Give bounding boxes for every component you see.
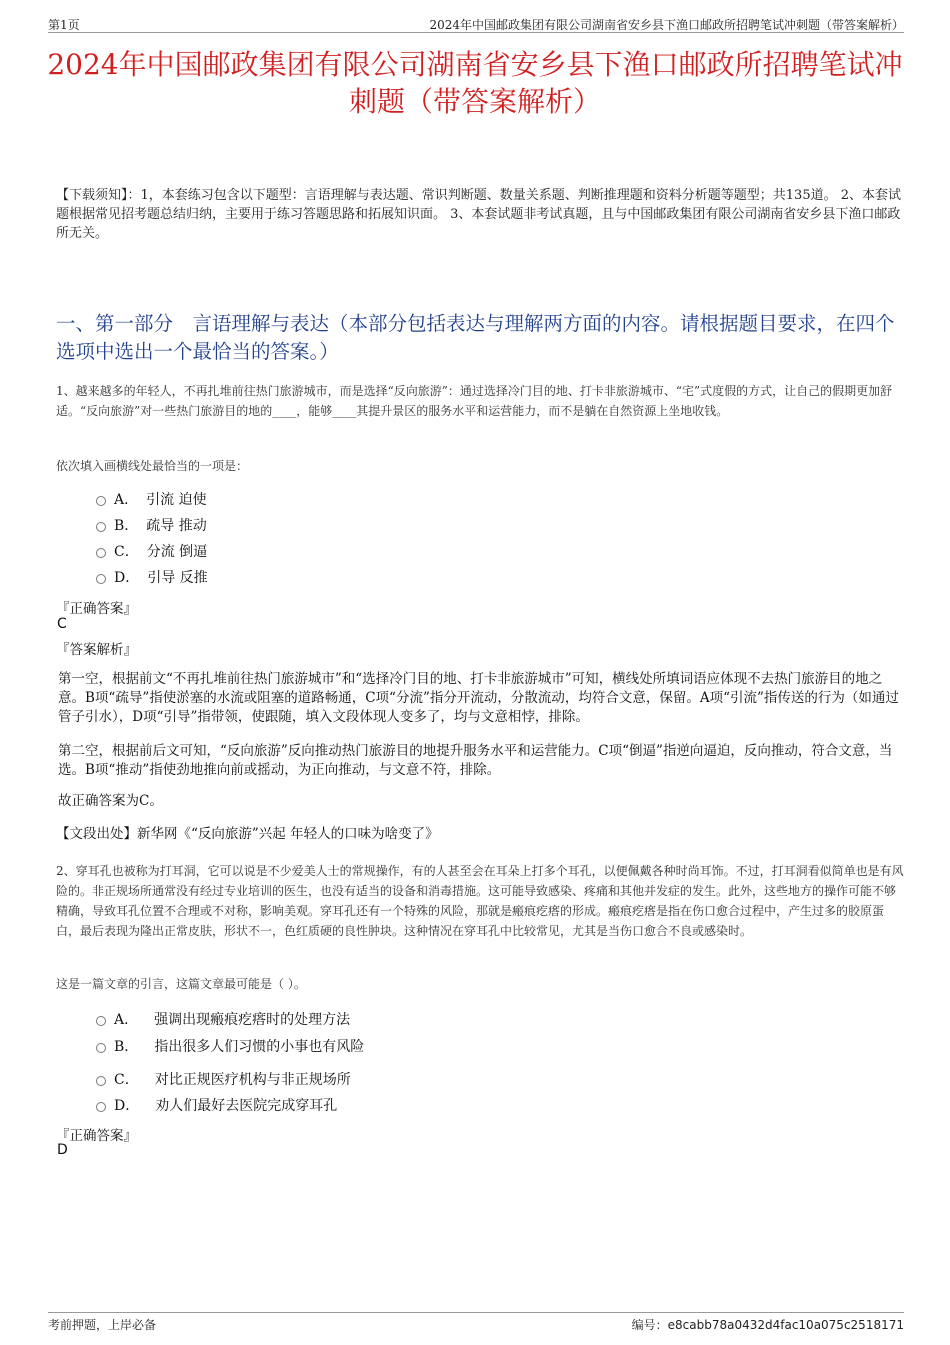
answer-value: D xyxy=(57,1142,68,1158)
question-1-prompt: 依次填入画横线处最恰当的一项是： xyxy=(56,459,249,473)
option-text: 疏导 推动 xyxy=(146,518,207,534)
radio-icon[interactable] xyxy=(96,548,106,558)
option-a[interactable]: A． 引流 迫使 xyxy=(96,490,207,510)
question-1-stem: 1、越来越多的年轻人，不再扎堆前往热门旅游城市，而是选择“反向旅游”：通过选择冷门目的地、打卡非旅游城市、“宅”式度假的方式，让自己的假期更加舒适。“反向旅游”对一些热门旅游目的地的____，能够____其提升景区的服务水平和运营能力，而不是躺在自然资源上坐地收钱。 xyxy=(56,384,893,418)
option-text: 分流 倒逼 xyxy=(146,544,208,560)
footer-slogan: 考前押题，上岸必备 xyxy=(48,1318,157,1332)
option-a[interactable]: A． 强调出现瘢痕疙瘩时的处理方法 xyxy=(96,1010,350,1030)
option-text: 劝人们最好去医院完成穿耳孔 xyxy=(155,1098,338,1114)
radio-icon[interactable] xyxy=(96,1016,106,1026)
page-header xyxy=(48,12,904,33)
answer-label: 『正确答案』 xyxy=(56,1128,137,1144)
source-citation: 【文段出处】新华网《“反向旅游”兴起 年轻人的口味为啥变了》 xyxy=(56,826,439,842)
option-d[interactable]: D． 劝人们最好去医院完成穿耳孔 xyxy=(96,1096,337,1116)
analysis-paragraph-1: 第一空，根据前文“不再扎堆前往热门旅游城市”和“选择冷门目的地、打卡非旅游城市”可知，横线处所填词语应体现不去热门旅游目的地之意。B项“疏导”指使淤塞的水流或阻塞的道路畅通，C项“分流”指分开流动，分散流动，均符合文意，保留。A项“引流”指传送的行为（如通过管子引水），D项“引导”指带领，使跟随，填入文段体现人变多了，均与文意相悖，排除。 xyxy=(58,671,899,725)
option-text: 引导 反推 xyxy=(147,570,208,586)
radio-icon[interactable] xyxy=(96,1076,106,1086)
analysis-label: 『答案解析』 xyxy=(56,642,137,658)
document-title: 2024年中国邮政集团有限公司湖南省安乡县下渔口邮政所招聘笔试冲刺题（带答案解析） xyxy=(47,48,903,118)
option-d[interactable]: D． 引导 反推 xyxy=(96,568,208,588)
option-text: 引流 迫使 xyxy=(146,492,207,508)
footer-code: 编号：e8cabb78a0432d4fac10a075c2518171 xyxy=(631,1318,904,1332)
option-text: 指出很多人们习惯的小事也有风险 xyxy=(154,1039,365,1055)
option-c[interactable]: C． 对比正规医疗机构与非正规场所 xyxy=(96,1070,351,1090)
option-c[interactable]: C． 分流 倒逼 xyxy=(96,542,207,562)
download-notice: 【下载须知】：1，本套练习包含以下题型：言语理解与表达题、常识判断题、数量关系题、判断推理题和资料分析题等题型；共135道。 2、本套试题根据常见招考题总结归纳，主要用于练习答题思路和拓展知识面。 3、本套试题非考试真题，且与中国邮政集团有限公司湖南省安乡县下渔口邮政所无关。 xyxy=(56,188,901,241)
analysis-paragraph-2: 第二空，根据前后文可知，“反向旅游”反向推动热门旅游目的地提升服务水平和运营能力。C项“倒逼”指逆向逼迫，反向推动，符合文意，当选。B项“推动”指使劲地推向前或摇动，为正向推动，与文意不符，排除。 xyxy=(58,743,893,778)
answer-value: C xyxy=(57,616,67,632)
page-footer xyxy=(48,1312,904,1333)
radio-icon[interactable] xyxy=(96,1102,106,1112)
option-b[interactable]: B． 疏导 推动 xyxy=(96,516,207,536)
radio-icon[interactable] xyxy=(96,1043,106,1053)
header-title: 2024年中国邮政集团有限公司湖南省安乡县下渔口邮政所招聘笔试冲刺题（带答案解析） xyxy=(429,18,904,32)
answer-label: 『正确答案』 xyxy=(56,601,137,617)
question-2-stem: 2、穿耳孔也被称为打耳洞，它可以说是不少爱美人士的常规操作，有的人甚至会在耳朵上打多个耳孔，以便佩戴各种时尚耳饰。不过，打耳洞看似简单也是有风险的。非正规场所通常没有经过专业培训的医生，也没有适当的设备和消毒措施。这可能导致感染、疼痛和其他并发症的发生。此外，这些地方的操作可能不够精确，导致耳孔位置不合理或不对称，影响美观。穿耳孔还有一个特殊的风险，那就是瘢痕疙瘩的形成。瘢痕疙瘩是指在伤口愈合过程中，产生过多的胶原蛋白，最后表现为隆出正常皮肤，形状不一，色红质硬的良性肿块。这种情况在穿耳孔中比较常见，尤其是当伤口愈合不良或感染时。 xyxy=(56,864,904,938)
page-number: 第1页 xyxy=(48,18,80,32)
option-b[interactable]: B． 指出很多人们习惯的小事也有风险 xyxy=(96,1037,364,1057)
section-title: 一、第一部分 言语理解与表达（本部分包括表达与理解两方面的内容。请根据题目要求，在四个选项中选出一个最恰当的答案。） xyxy=(56,312,895,363)
radio-icon[interactable] xyxy=(96,522,106,532)
analysis-conclusion: 故正确答案为C。 xyxy=(58,793,163,809)
radio-icon[interactable] xyxy=(96,574,106,584)
option-text: 强调出现瘢痕疙瘩时的处理方法 xyxy=(154,1012,351,1028)
option-text: 对比正规医疗机构与非正规场所 xyxy=(154,1072,351,1088)
radio-icon[interactable] xyxy=(96,496,106,506)
question-2-prompt: 这是一篇文章的引言，这篇文章最可能是（ ）。 xyxy=(56,977,306,991)
